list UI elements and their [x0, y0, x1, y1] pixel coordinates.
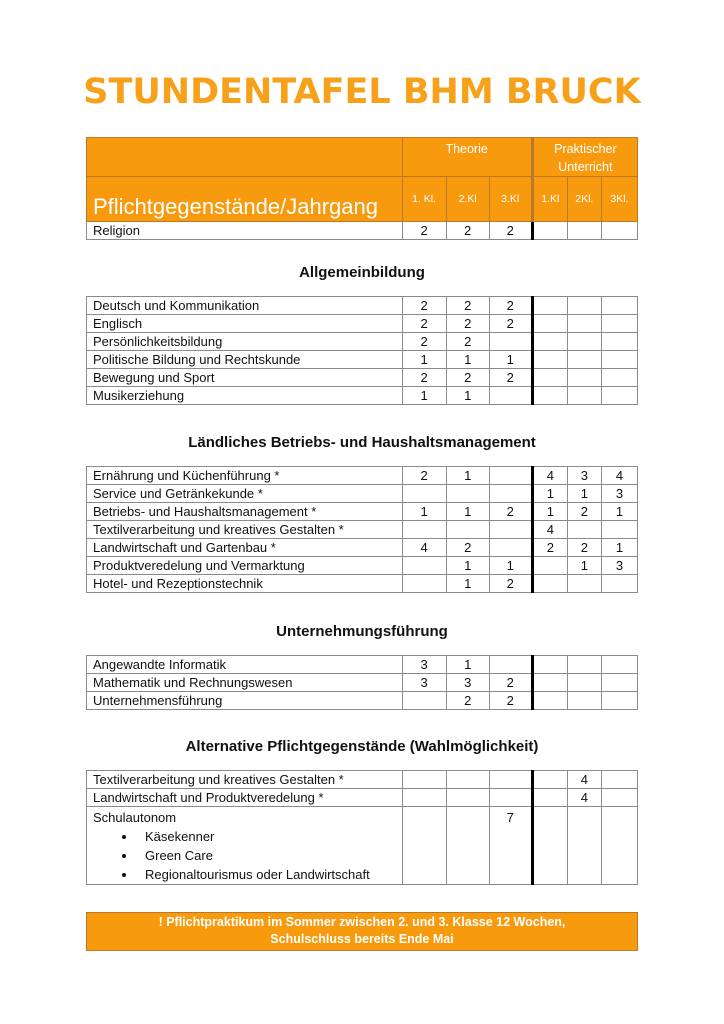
hours-cell: 2 — [489, 692, 532, 710]
hours-cell — [446, 485, 489, 503]
hours-cell — [489, 789, 532, 807]
hours-cell — [532, 315, 567, 333]
hours-cell — [446, 521, 489, 539]
subject-name: Deutsch und Kommunikation — [87, 297, 403, 315]
hours-cell — [601, 297, 637, 315]
header-practice-col: 1.Kl — [532, 177, 567, 222]
hours-cell: 3 — [402, 656, 446, 674]
table-row — [87, 503, 638, 521]
hours-cell: 1 — [532, 485, 567, 503]
hours-cell: 2 — [446, 333, 489, 351]
header-table — [86, 137, 638, 240]
header-group-theory: Theorie — [402, 138, 532, 177]
elective-list — [93, 827, 402, 884]
hours-cell: 2 — [446, 297, 489, 315]
hours-cell — [402, 692, 446, 710]
header-theory-col: 1. Kl. — [402, 177, 446, 222]
table-row — [87, 557, 638, 575]
hours-cell — [402, 771, 446, 789]
hours-cell — [489, 539, 532, 557]
subject-name: Hotel- und Rezeptionstechnik — [87, 575, 403, 593]
hours-cell: 2 — [489, 315, 532, 333]
subject-name: Landwirtschaft und Produktveredelung * — [87, 789, 403, 807]
header-blank — [87, 138, 403, 177]
hours-cell: 2 — [402, 315, 446, 333]
hours-cell: 4 — [532, 521, 567, 539]
table-row — [87, 387, 638, 405]
page-title: STUNDENTAFEL BHM BRUCK — [83, 72, 641, 112]
subject-name: Betriebs- und Haushaltsmanagement * — [87, 503, 403, 521]
header-group-practice-line1: Praktischer — [554, 142, 617, 156]
hours-cell — [601, 771, 637, 789]
hours-cell: 2 — [402, 297, 446, 315]
hours-cell — [489, 387, 532, 405]
table-row — [87, 297, 638, 315]
hours-cell — [567, 333, 601, 351]
hours-cell — [402, 575, 446, 593]
hours-cell: 2 — [489, 369, 532, 387]
table-row — [87, 369, 638, 387]
hours-cell — [567, 656, 601, 674]
hours-cell: 1 — [567, 557, 601, 575]
table-row — [87, 656, 638, 674]
hours-cell — [601, 692, 637, 710]
subject-name: Angewandte Informatik — [87, 656, 403, 674]
hours-cell — [567, 674, 601, 692]
hours-cell: 1 — [446, 656, 489, 674]
hours-cell — [532, 369, 567, 387]
elective-item: • Regionaltourismus oder Landwirtschaft — [137, 865, 402, 884]
hours-cell — [567, 297, 601, 315]
hours-cell — [532, 351, 567, 369]
hours-cell — [489, 771, 532, 789]
hours-cell — [402, 789, 446, 807]
hours-cell — [601, 222, 637, 240]
table-row — [87, 222, 638, 240]
hours-cell — [532, 222, 567, 240]
elective-item: • Käsekenner — [137, 827, 402, 846]
header-subject-column: Pflichtgegenstände/Jahrgang — [87, 177, 403, 222]
section-title: Unternehmungsführung — [276, 623, 448, 640]
hours-cell — [601, 807, 637, 885]
hours-cell: 3 — [601, 557, 637, 575]
table-row — [87, 333, 638, 351]
hours-cell — [601, 656, 637, 674]
hours-cell — [601, 575, 637, 593]
hours-cell: 1 — [601, 503, 637, 521]
section-table-betriebsmanagement — [86, 466, 638, 593]
hours-cell: 4 — [567, 771, 601, 789]
hours-cell — [567, 521, 601, 539]
hours-cell — [532, 575, 567, 593]
subject-name-label: Schulautonom — [93, 810, 177, 825]
subject-name: Landwirtschaft und Gartenbau * — [87, 539, 403, 557]
hours-cell — [402, 557, 446, 575]
hours-cell: 4 — [402, 539, 446, 557]
header-group-practice-line2: Unterricht — [558, 160, 613, 174]
header-practice-col: 3Kl. — [601, 177, 637, 222]
hours-cell: 1 — [601, 539, 637, 557]
hours-cell: 3 — [402, 674, 446, 692]
hours-cell — [601, 333, 637, 351]
hours-cell: 2 — [446, 222, 489, 240]
hours-cell: 1 — [446, 387, 489, 405]
table-row — [87, 789, 638, 807]
hours-cell — [446, 789, 489, 807]
subject-name: Bewegung und Sport — [87, 369, 403, 387]
hours-cell — [567, 315, 601, 333]
hours-cell — [567, 692, 601, 710]
table-row — [87, 315, 638, 333]
hours-cell — [567, 351, 601, 369]
internship-note-line1: ! Pflichtpraktikum im Sommer zwischen 2. und 3. Klasse 12 Wochen, — [158, 915, 566, 929]
header-group-practice — [532, 138, 637, 177]
hours-cell — [601, 789, 637, 807]
hours-cell: 2 — [489, 222, 532, 240]
hours-cell: 2 — [446, 369, 489, 387]
hours-cell: 3 — [446, 674, 489, 692]
subject-name: Unternehmensführung — [87, 692, 403, 710]
hours-cell: 3 — [567, 467, 601, 485]
hours-cell: 2 — [402, 333, 446, 351]
subject-name: Persönlichkeitsbildung — [87, 333, 403, 351]
hours-cell — [532, 656, 567, 674]
table-row — [87, 674, 638, 692]
section-title: Alternative Pflichtgegenstände (Wahlmöglichkeit) — [185, 738, 539, 755]
hours-cell — [532, 297, 567, 315]
hours-cell: 3 — [601, 485, 637, 503]
subject-name: Ernährung und Küchenführung * — [87, 467, 403, 485]
hours-cell: 1 — [402, 351, 446, 369]
hours-cell — [567, 575, 601, 593]
hours-cell: 1 — [446, 351, 489, 369]
hours-cell: 1 — [446, 503, 489, 521]
hours-cell — [601, 315, 637, 333]
hours-cell: 2 — [446, 315, 489, 333]
hours-cell — [402, 485, 446, 503]
hours-cell: 1 — [446, 575, 489, 593]
table-row — [87, 351, 638, 369]
hours-cell — [532, 789, 567, 807]
hours-cell: 1 — [489, 557, 532, 575]
hours-cell — [446, 771, 489, 789]
hours-cell — [532, 387, 567, 405]
hours-cell — [489, 467, 532, 485]
hours-cell: 2 — [567, 539, 601, 557]
table-row — [87, 467, 638, 485]
hours-cell: 2 — [567, 503, 601, 521]
header-practice-col: 2Kl. — [567, 177, 601, 222]
table-row — [87, 485, 638, 503]
hours-cell: 2 — [489, 674, 532, 692]
table-row — [87, 771, 638, 789]
hours-cell — [532, 692, 567, 710]
hours-cell: 2 — [402, 369, 446, 387]
hours-cell: 7 — [489, 807, 532, 885]
section-table-alternative — [86, 770, 638, 885]
hours-cell — [402, 521, 446, 539]
hours-cell — [446, 807, 489, 885]
hours-cell — [489, 333, 532, 351]
hours-cell — [532, 807, 567, 885]
hours-cell: 1 — [402, 503, 446, 521]
hours-cell: 2 — [489, 575, 532, 593]
subject-name: Textilverarbeitung und kreatives Gestalten * — [87, 771, 403, 789]
hours-cell — [489, 485, 532, 503]
section-title: Ländliches Betriebs- und Haushaltsmanagement — [188, 434, 536, 451]
hours-cell: 1 — [446, 467, 489, 485]
hours-cell: 1 — [402, 387, 446, 405]
hours-cell — [402, 807, 446, 885]
subject-name: Service und Getränkekunde * — [87, 485, 403, 503]
internship-note-line2: Schulschluss bereits Ende Mai — [270, 932, 454, 946]
hours-cell: 2 — [489, 503, 532, 521]
table-row — [87, 539, 638, 557]
hours-cell — [601, 369, 637, 387]
hours-cell: 1 — [489, 351, 532, 369]
subject-name: Textilverarbeitung und kreatives Gestalten * — [87, 521, 403, 539]
hours-cell: 2 — [446, 539, 489, 557]
subject-name: Religion — [87, 222, 403, 240]
hours-cell — [532, 557, 567, 575]
hours-cell — [601, 521, 637, 539]
hours-cell — [601, 674, 637, 692]
table-row — [87, 575, 638, 593]
hours-cell — [567, 387, 601, 405]
elective-item: • Green Care — [137, 846, 402, 865]
hours-cell: 2 — [446, 692, 489, 710]
section-title: Allgemeinbildung — [299, 264, 425, 281]
hours-cell: 1 — [446, 557, 489, 575]
hours-cell — [489, 521, 532, 539]
hours-cell — [489, 656, 532, 674]
hours-cell: 2 — [402, 467, 446, 485]
hours-cell — [601, 351, 637, 369]
hours-cell: 4 — [601, 467, 637, 485]
hours-cell — [532, 674, 567, 692]
subject-name: Mathematik und Rechnungswesen — [87, 674, 403, 692]
hours-cell: 1 — [567, 485, 601, 503]
subject-name — [87, 807, 403, 885]
header-theory-col: 3.Kl — [489, 177, 532, 222]
hours-cell: 4 — [567, 789, 601, 807]
hours-cell — [532, 333, 567, 351]
hours-cell — [567, 807, 601, 885]
hours-cell — [601, 387, 637, 405]
hours-cell: 2 — [489, 297, 532, 315]
table-row — [87, 807, 638, 885]
section-table-allgemeinbildung — [86, 296, 638, 405]
hours-cell: 1 — [532, 503, 567, 521]
hours-cell: 2 — [402, 222, 446, 240]
hours-cell — [567, 369, 601, 387]
subject-name: Englisch — [87, 315, 403, 333]
table-row — [87, 692, 638, 710]
internship-note — [86, 912, 638, 951]
subject-name: Produktveredelung und Vermarktung — [87, 557, 403, 575]
hours-cell — [532, 771, 567, 789]
section-table-unternehmungsfuehrung — [86, 655, 638, 710]
header-theory-col: 2.Kl — [446, 177, 489, 222]
subject-name: Politische Bildung und Rechtskunde — [87, 351, 403, 369]
hours-cell: 2 — [532, 539, 567, 557]
hours-cell: 4 — [532, 467, 567, 485]
table-row — [87, 521, 638, 539]
hours-cell — [567, 222, 601, 240]
subject-name: Musikerziehung — [87, 387, 403, 405]
